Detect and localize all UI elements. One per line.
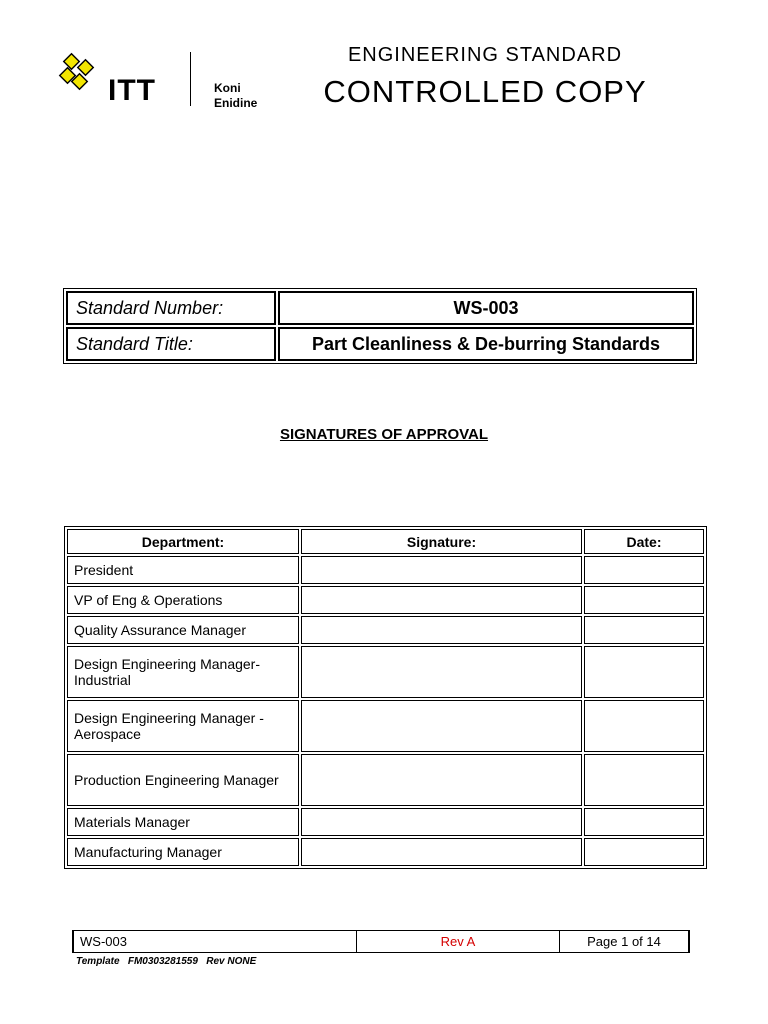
standard-number-value: WS-003: [278, 291, 694, 325]
department-cell: Materials Manager: [67, 808, 299, 836]
signature-field[interactable]: [301, 646, 582, 698]
logo-line1: Koni: [214, 81, 241, 95]
table-row: [67, 838, 704, 866]
logo-brand: ITT: [108, 74, 156, 107]
table-row: [67, 646, 704, 698]
column-header-date: Date:: [584, 529, 704, 554]
logo-line2: Enidine: [214, 96, 258, 110]
company-logo: [52, 48, 267, 110]
controlled-copy-heading: CONTROLLED COPY: [323, 74, 647, 109]
department-cell: Production Engineering Manager: [67, 754, 299, 806]
department-cell: Design Engineering Manager - Aerospace: [67, 700, 299, 752]
standard-title-row: [66, 327, 694, 361]
standard-title-label: Standard Title:: [66, 327, 276, 361]
column-header-signature: Signature:: [301, 529, 582, 554]
column-header-department: Department:: [67, 529, 299, 554]
standard-number-row: [66, 291, 694, 325]
signature-field[interactable]: [301, 754, 582, 806]
department-cell: Quality Assurance Manager: [67, 616, 299, 644]
department-cell: Design Engineering Manager- Industrial: [67, 646, 299, 698]
signature-field[interactable]: [301, 556, 582, 584]
itt-emblem-icon: [52, 48, 102, 110]
date-field[interactable]: [584, 754, 704, 806]
signatures-heading: SIGNATURES OF APPROVAL: [279, 426, 489, 443]
signatures-table: [64, 526, 707, 869]
date-field[interactable]: [584, 808, 704, 836]
footer-table: [72, 930, 690, 953]
table-row: [67, 586, 704, 614]
department-cell: President: [67, 556, 299, 584]
doc-type-heading: ENGINEERING STANDARD: [347, 44, 623, 66]
signature-field[interactable]: [301, 808, 582, 836]
table-row: [67, 556, 704, 584]
standard-title-value: Part Cleanliness & De-burring Standards: [278, 327, 694, 361]
date-field[interactable]: [584, 646, 704, 698]
signature-field[interactable]: [301, 700, 582, 752]
signatures-header-row: [67, 529, 704, 554]
standard-info-table: [63, 288, 697, 364]
footer-row: [73, 931, 689, 953]
signature-field[interactable]: [301, 616, 582, 644]
date-field[interactable]: [584, 556, 704, 584]
table-row: [67, 616, 704, 644]
footer-revision: Rev A: [357, 931, 560, 953]
signature-field[interactable]: [301, 838, 582, 866]
footer-page-number: Page 1 of 14: [560, 931, 690, 953]
department-cell: VP of Eng & Operations: [67, 586, 299, 614]
table-row: [67, 700, 704, 752]
standard-number-label: Standard Number:: [66, 291, 276, 325]
signature-field[interactable]: [301, 586, 582, 614]
date-field[interactable]: [584, 616, 704, 644]
date-field[interactable]: [584, 838, 704, 866]
table-row: [67, 754, 704, 806]
footer-template-line: Template FM0303281559 Rev NONE: [76, 956, 257, 967]
logo-divider: [190, 52, 191, 106]
date-field[interactable]: [584, 586, 704, 614]
table-row: [67, 808, 704, 836]
department-cell: Manufacturing Manager: [67, 838, 299, 866]
date-field[interactable]: [584, 700, 704, 752]
footer-doc-number: WS-003: [73, 931, 357, 953]
